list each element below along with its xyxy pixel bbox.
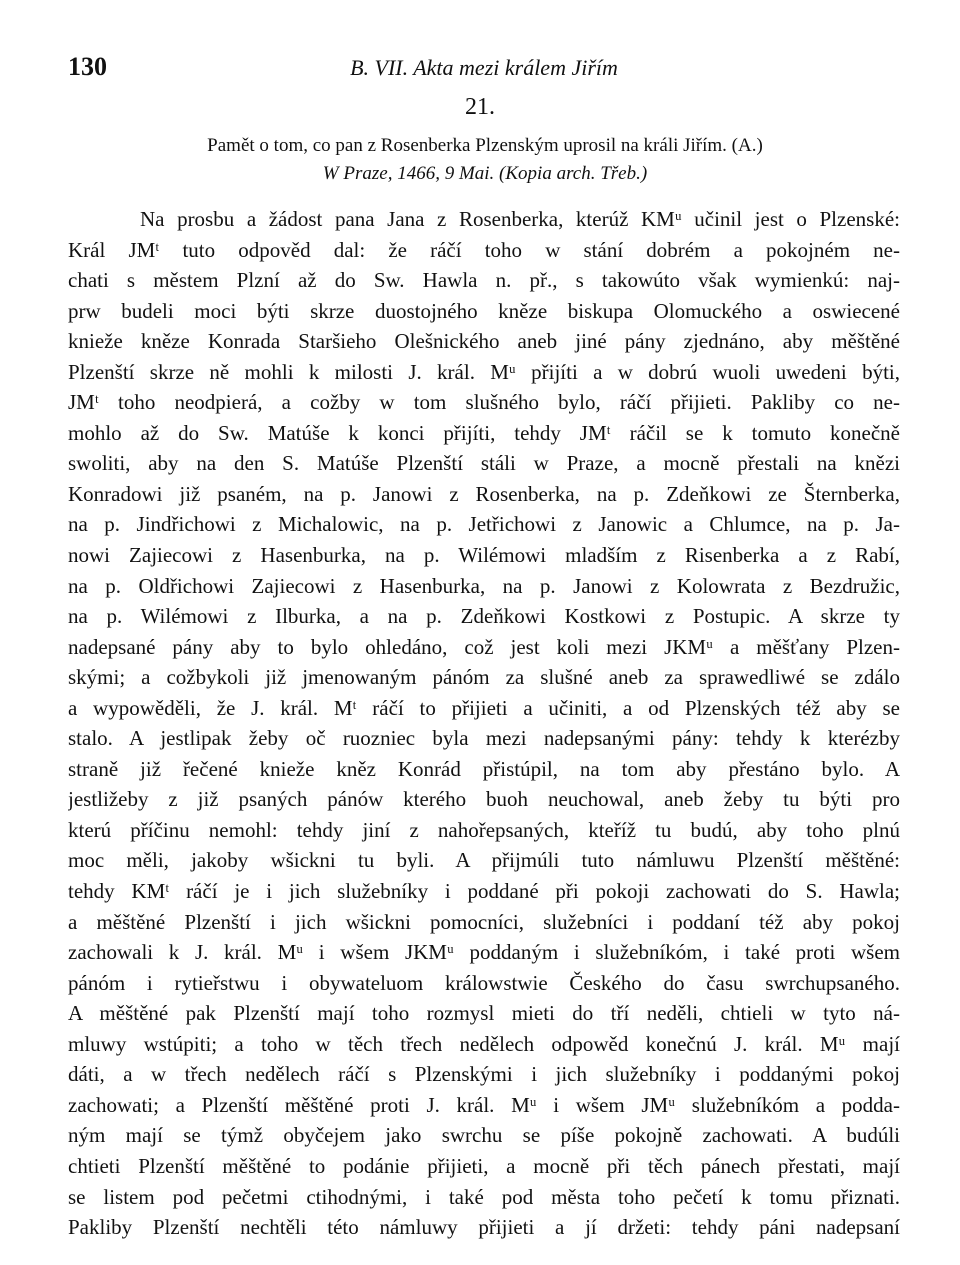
body-line: pánóm i rytieřstwu i obywateluom králowstwie Českého do času swrchupsaného. xyxy=(68,970,900,995)
body-line: a wypowěděli, že J. král. Mᵗ ráčí to přijieti a učiniti, a od Plzenských též aby se xyxy=(68,695,900,720)
body-line: dáti, a w třech nedělech ráčí s Plzenskými i jich služebníky i poddanými pokoj xyxy=(68,1062,900,1087)
body-line: swoliti, aby na den S. Matúše Plzenští stáli w Praze, a mocně přestali na knězi xyxy=(68,451,900,476)
body-line: Plzenští skrze ně mohli k milosti J. král. Mᵘ přijíti a w dobrú wuoli uwedeni býti, xyxy=(68,359,900,384)
running-title: B. VII. Akta mezi králem Jiřím xyxy=(350,55,618,80)
body-line: prw budeli moci býti skrze duostojného kněze biskupa Olomuckého a oswiecené xyxy=(68,298,900,323)
body-line: knieže kněze Konrada Staršieho Olešnického aneb jiné pány zjednáno, aby měštěné xyxy=(68,329,900,354)
body-line: moc měli, jakoby wšickni tu byli. A přijmúli tuto námluwu Plzenští měštěné: xyxy=(68,848,900,873)
body-line: Na prosbu a žádost pana Jana z Rosenberka, kterúž KMᵘ učinil jest o Plzenské: xyxy=(140,207,900,231)
page-number: 130 xyxy=(68,52,107,81)
body-line: mohlo až do Sw. Matúše k konci přijíti, tehdy JMᵗ ráčil se k tomuto konečně xyxy=(68,420,900,445)
body-line: nowi Zajiecowi z Hasenburka, na p. Wilémowi mladším z Risenberka a z Rabí, xyxy=(68,543,900,568)
body-line: zachowali k J. král. Mᵘ i wšem JKMᵘ poddaným i služebníkóm, i také proti wšem xyxy=(68,940,900,965)
document-heading-block xyxy=(90,132,880,188)
body-line: mluwy wstúpiti; a toho w těch třech nedělech odpowěd konečnú J. král. Mᵘ mají xyxy=(68,1031,900,1056)
document-number: 21. xyxy=(465,94,495,120)
body-line: chtieti Plzenští měštěné to podánie přijieti, a mocně při těch pánech přestati, mají xyxy=(68,1153,900,1178)
body-line: kterú příčinu nemohl: tehdy jiní z nahořepsaných, kteříž tu budú, aby toho plnú xyxy=(68,817,900,842)
body-line: na p. Wilémowi z Ilburka, a na p. Zdeňkowi Kostkowi z Postupic. A skrze ty xyxy=(68,604,900,629)
body-line: jestližeby z již psaných pánów kterého buoh neuchowal, aneb žeby tu býti pro xyxy=(68,787,900,812)
body-line: zachowati; a Plzenští měštěné proti J. král. Mᵘ i wšem JMᵘ služebníkóm a podda- xyxy=(68,1092,900,1117)
body-line: a měštěné Plzenští i jich wšickni pomocníci, služebníci i poddaní též aby pokoj xyxy=(68,909,900,934)
document-heading: Pamět o tom, co pan z Rosenberka Plzenským uprosil na králi Jiřím. (A.) xyxy=(207,135,763,156)
body-line: stalo. A jestlipak žeby oč ruozniec byla mezi nadepsanými pány: tehdy k kterézby xyxy=(68,726,900,751)
body-text xyxy=(68,204,900,1243)
body-line: JMᵗ toho neodpierá, a cožby w tom slušného bylo, ráčí přijieti. Pakliby co ne- xyxy=(68,390,900,415)
place-date-line: W Praze, 1466, 9 Mai. (Kopia arch. Třeb.) xyxy=(322,163,648,184)
body-line: skými; a cožbykoli již jmenowaným pánóm za slušné aneb za sprawedliwé se zdálo xyxy=(68,665,900,690)
body-line: straně již řečené knieže kněz Konrád přistúpil, na tom aby přestáno bylo. A xyxy=(68,756,900,781)
page-header xyxy=(68,52,900,86)
body-line: chati s městem Plzní až do Sw. Hawla n. př., s takowúto však wymienkú: naj- xyxy=(68,268,900,293)
body-line: tehdy KMᵗ ráčí je i jich služebníky i poddané při pokoji zachowati do S. Hawla; xyxy=(68,879,900,904)
body-line: na p. Jindřichowi z Michalowic, na p. Jetřichowi z Janowic a Chlumce, na p. Ja- xyxy=(68,512,900,537)
body-line: Pakliby Plzenští nechtěli této námluwy přijieti a jí držeti: tehdy páni nadepsaní xyxy=(68,1215,900,1240)
body-line: Konradowi již psaném, na p. Janowi z Rosenberka, na p. Zdeňkowi ze Šternberka, xyxy=(68,481,900,506)
body-line: A měštěné pak Plzenští mají toho rozmysl mieti do tří neděli, chtieli w tyto ná- xyxy=(68,1001,900,1026)
body-line: nadepsané pány aby to bylo ohledáno, což jest koli mezi JKMᵘ a měšťany Plzen- xyxy=(68,634,900,659)
body-line: na p. Oldřichowi Zajiecowi z Hasenburka, na p. Janowi z Kolowrata z Bezdružic, xyxy=(68,573,900,598)
body-line: ným mají se týmž obyčejem jako swrchu se píše pokojně zachowati. A budúli xyxy=(68,1123,900,1148)
body-line: se listem pod pečetmi ctihodnými, i také pod města toho pečetí k tomu přiznati. xyxy=(68,1184,900,1209)
body-line: Král JMᵗ tuto odpověd dal: že ráčí toho w stání dobrém a pokojném ne- xyxy=(68,237,900,262)
